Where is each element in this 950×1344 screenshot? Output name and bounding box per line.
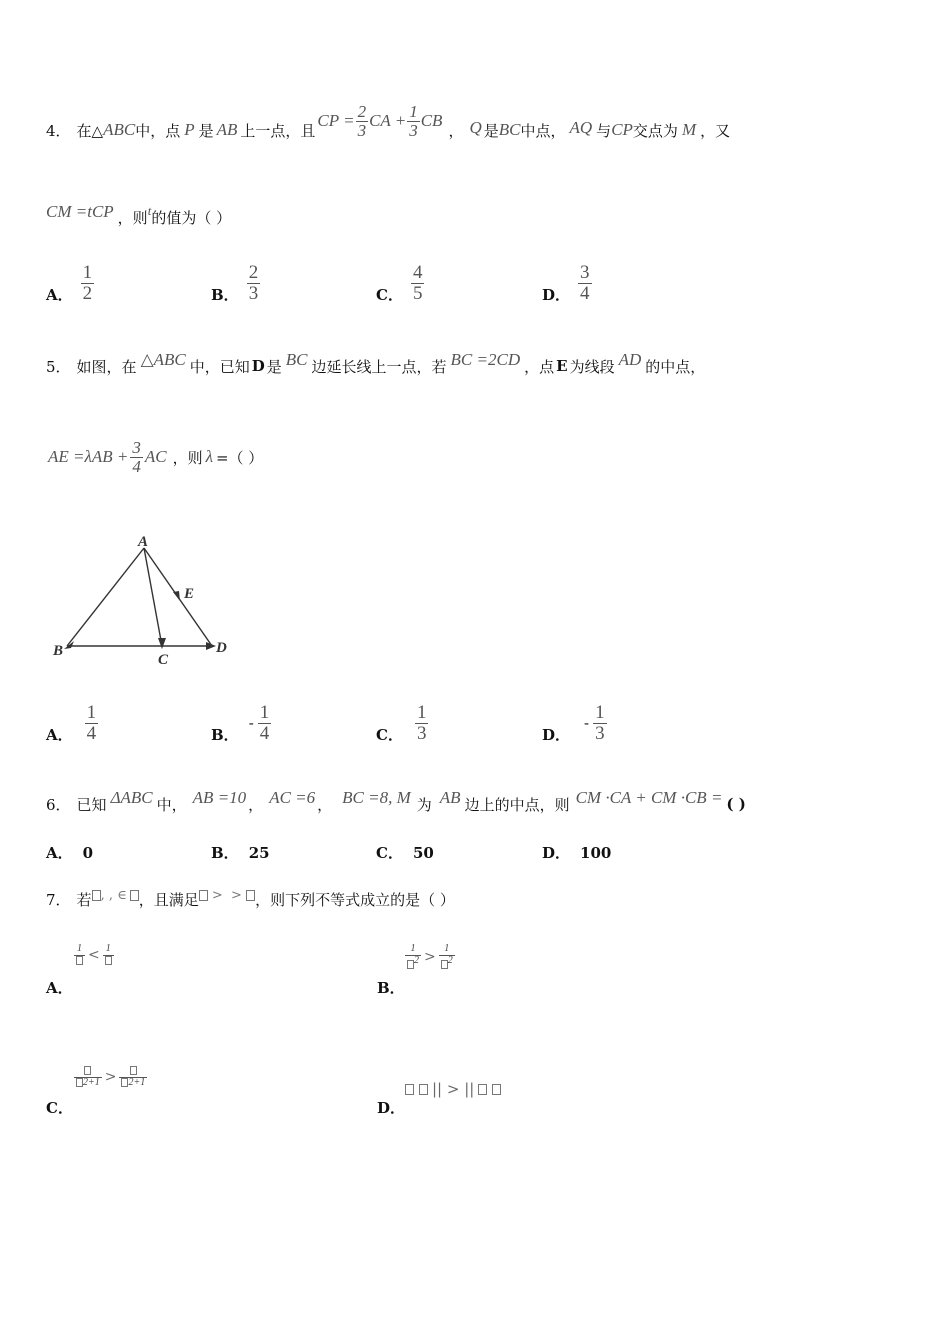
q6-options [46,842,646,864]
q7-stem: 7． 若 , , ∈ ，且满足 > > ，则下列不等式成立的是（ ） [46,887,455,909]
q7-option-b[interactable]: $\frac{1}{^2}$ > $\frac{1}{^2}$ B． [377,943,453,997]
q5-number: 5． [46,357,71,376]
q7-variables: , , ∈ [92,888,139,903]
q4-number: 4． [46,121,71,140]
q4-option-d[interactable]: D． $\frac{3}{4}$ [542,261,590,304]
label-d: D [216,640,227,656]
arrowhead-c [158,638,166,649]
q5-option-c[interactable]: C． $\frac{1}{3}$ [376,701,427,744]
q5-option-b[interactable]: B． - $\frac{1}{4}$ [211,701,270,744]
q4-option-a[interactable]: A． $\frac{1}{2}$ [46,261,93,304]
q6-option-a[interactable]: A． 0 [46,844,94,862]
q7-number: 7． [46,890,71,909]
q5-vector-equation: AE =λAB + $\frac{3}{4}$ AC [48,437,167,476]
q5-options [46,698,646,748]
q4-options [46,258,646,308]
segment-ac [144,548,162,646]
q6-option-d[interactable]: D． 100 [542,844,612,862]
q7-condition: > > [199,888,255,903]
q6-stem: 6． 已知 ΔABC 中， AB =10 ， AC =6 ， BC =8, M 为 AB 边上的中点，则 CM ·CA + CM ·CB = ( ) [46,788,746,814]
q4-stem-line1: 4． 在△ ABC 中，点 P 是 AB 上一点，且 CP = $\frac{2}{3}$ CA + $\frac{1}{3}$ CB ， Q 是 BC 中点， AQ 与 CP 交点为 M ，又 [46,101,731,140]
q5-triangle-figure [40,528,240,673]
q5-option-a[interactable]: A． $\frac{1}{4}$ [46,701,97,744]
q5-stem-line2: AE =λAB + $\frac{3}{4}$ AC ，则 λ =（ ） [48,437,264,476]
label-a: A [138,534,149,550]
q6-number: 6． [46,795,71,814]
q4-vector-equation: CP = $\frac{2}{3}$ CA + $\frac{1}{3}$ CB [317,101,443,140]
q4-option-c[interactable]: C． $\frac{4}{5}$ [376,261,423,304]
arrowhead-d [206,642,216,650]
segment-ab [67,548,144,646]
label-e: E [184,586,195,602]
q5-option-d[interactable]: D． - $\frac{1}{3}$ [542,701,605,744]
q5-stem-line1: 5． 如图，在 △ABC 中，已知 D 是 BC 边延长线上一点，若 BC =2CD ，点 E 为线段 AD 的中点， [46,350,706,376]
label-c: C [158,652,169,668]
q6-option-b[interactable]: B． 25 [211,844,270,862]
q7-option-a[interactable]: 1 < 1 A． [46,944,166,996]
arrowhead-e [173,591,180,601]
q6-option-c[interactable]: C． 50 [376,844,434,862]
label-b: B [53,643,64,659]
q7-option-c[interactable]: 2+1 > 2+1 C． [46,1066,206,1118]
arrowhead-b [64,641,74,649]
q4-stem-line2: CM =tCP ，则 t 的值为（ ） [46,202,232,227]
q4-option-b[interactable]: B． $\frac{2}{3}$ [211,261,259,304]
q7-option-d[interactable]: || > || D． [377,1080,537,1120]
